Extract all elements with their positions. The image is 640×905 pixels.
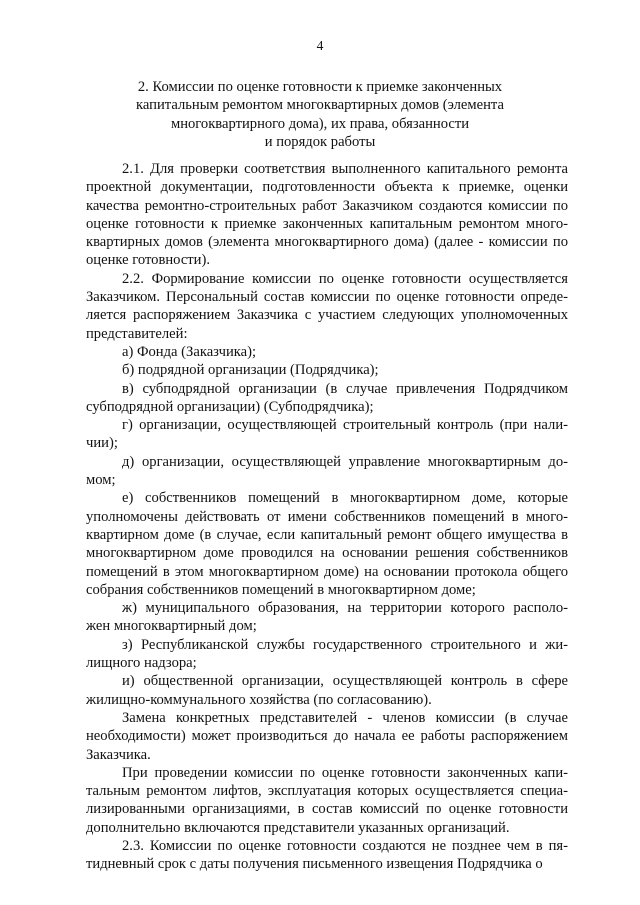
paragraph-line: д) организации, осуществляющей управление многоквартирным до-	[122, 453, 568, 470]
heading-line: 2. Комиссии по оценке готовности к приемке законченных	[137, 79, 503, 95]
paragraph-line: оценке готовности).	[86, 252, 210, 269]
paragraph-line: 2.2. Формирование комиссии по оценке готовности осуществляется	[122, 270, 568, 287]
paragraph-line: квартирных домов (элемента многоквартирного дома) (далее - комиссии по	[86, 234, 568, 251]
paragraph-line: лизированными организациями, в состав комиссий по оценке готовности	[86, 801, 568, 818]
paragraph-line: б) подрядной организации (Подрядчика);	[122, 362, 379, 379]
section-body	[86, 160, 568, 874]
paragraph	[86, 453, 568, 490]
paragraph-line: Заказчиком. Персональный состав комиссии по оценке готовности опреде-	[86, 289, 568, 306]
paragraph	[86, 764, 568, 837]
paragraph-line: лищного надзора;	[86, 655, 197, 672]
paragraph-line: в) субподрядной организации (в случае привлечения Подрядчиком	[122, 380, 568, 397]
paragraph-line: качества ремонтно-строительных работ Заказчиком создаются комиссии по	[86, 197, 568, 214]
paragraph	[86, 343, 568, 361]
page-number: 4	[316, 38, 324, 53]
paragraph-line: и) общественной организации, осуществляющей контроль в сфере	[122, 673, 568, 690]
paragraph-line: оценке готовности к приемке законченных капитальным ремонтом много-	[86, 215, 568, 232]
paragraph-line: собрания собственников помещений в многоквартирном доме;	[86, 581, 476, 598]
paragraph-line: субподрядной организации) (Субподрядчика);	[86, 398, 374, 415]
paragraph-line: 2.1. Для проверки соответствия выполненного капитального ремонта	[122, 161, 568, 177]
paragraph-line: При проведении комиссии по оценке готовности законченных капи-	[122, 764, 568, 781]
paragraph-line: Замена конкретных представителей - членов комиссии (в случае	[122, 709, 568, 726]
paragraph-line: а) Фонда (Заказчика);	[122, 343, 257, 360]
heading-line: капитальным ремонтом многоквартирных домов (элемента	[136, 97, 504, 114]
paragraph-line: Заказчика.	[86, 746, 151, 763]
paragraph	[86, 837, 568, 874]
paragraph-line: представителей:	[86, 325, 188, 342]
paragraph-line: 2.3. Комиссии по оценке готовности создаются не позднее чем в пя-	[122, 837, 568, 854]
paragraph	[86, 270, 568, 343]
paragraph-line: чии);	[86, 435, 118, 452]
paragraph	[86, 160, 568, 270]
paragraph	[86, 709, 568, 764]
paragraph	[86, 489, 568, 599]
paragraph-line: необходимости) может производиться до начала ее работы распоряжением	[86, 728, 568, 745]
paragraph	[86, 672, 568, 709]
paragraph-line: тальным ремонтом лифтов, эксплуатация которых осуществляется специа-	[86, 783, 568, 800]
paragraph-line: г) организации, осуществляющей строительный контроль (при нали-	[122, 417, 568, 434]
section-heading	[90, 78, 550, 151]
paragraph	[86, 380, 568, 417]
paragraph-line: жен многоквартирный дом;	[86, 618, 257, 635]
paragraph-line: ж) муниципального образования, на территории которого располо-	[122, 600, 568, 617]
paragraph-line: тидневный срок с даты получения письменного извещения Подрядчика о	[86, 856, 543, 873]
paragraph-line: жилищно-коммунального хозяйства (по согласованию).	[86, 691, 432, 708]
paragraph-line: мом;	[86, 472, 116, 489]
paragraph-line: помещений в этом многоквартирном доме) на основании протокола общего	[86, 563, 568, 580]
paragraph-line: з) Республиканской службы государственного строительного и жи-	[122, 636, 568, 653]
paragraph-line: уполномочены действовать от имени собственников помещений в много-	[86, 508, 568, 525]
heading-line: многоквартирного дома), их права, обязанности	[170, 115, 470, 132]
paragraph	[86, 361, 568, 379]
paragraph-line: многоквартирном доме проводился на основании решения собственников	[86, 545, 568, 562]
paragraph-line: ляется распоряжением Заказчика с участием следующих уполномоченных	[86, 307, 568, 324]
paragraph	[86, 636, 568, 673]
paragraph-line: проектной документации, подготовленности объекта к приемке, оценки	[86, 179, 568, 196]
paragraph-line: квартирном доме (в случае, если капитальный ремонт общего имущества в	[86, 526, 568, 543]
paragraph-line: дополнительно включаются представители указанных организаций.	[86, 819, 510, 836]
heading-line: и порядок работы	[264, 133, 376, 150]
paragraph	[86, 599, 568, 636]
paragraph	[86, 416, 568, 453]
paragraph-line: е) собственников помещений в многоквартирном доме, которые	[122, 490, 568, 507]
